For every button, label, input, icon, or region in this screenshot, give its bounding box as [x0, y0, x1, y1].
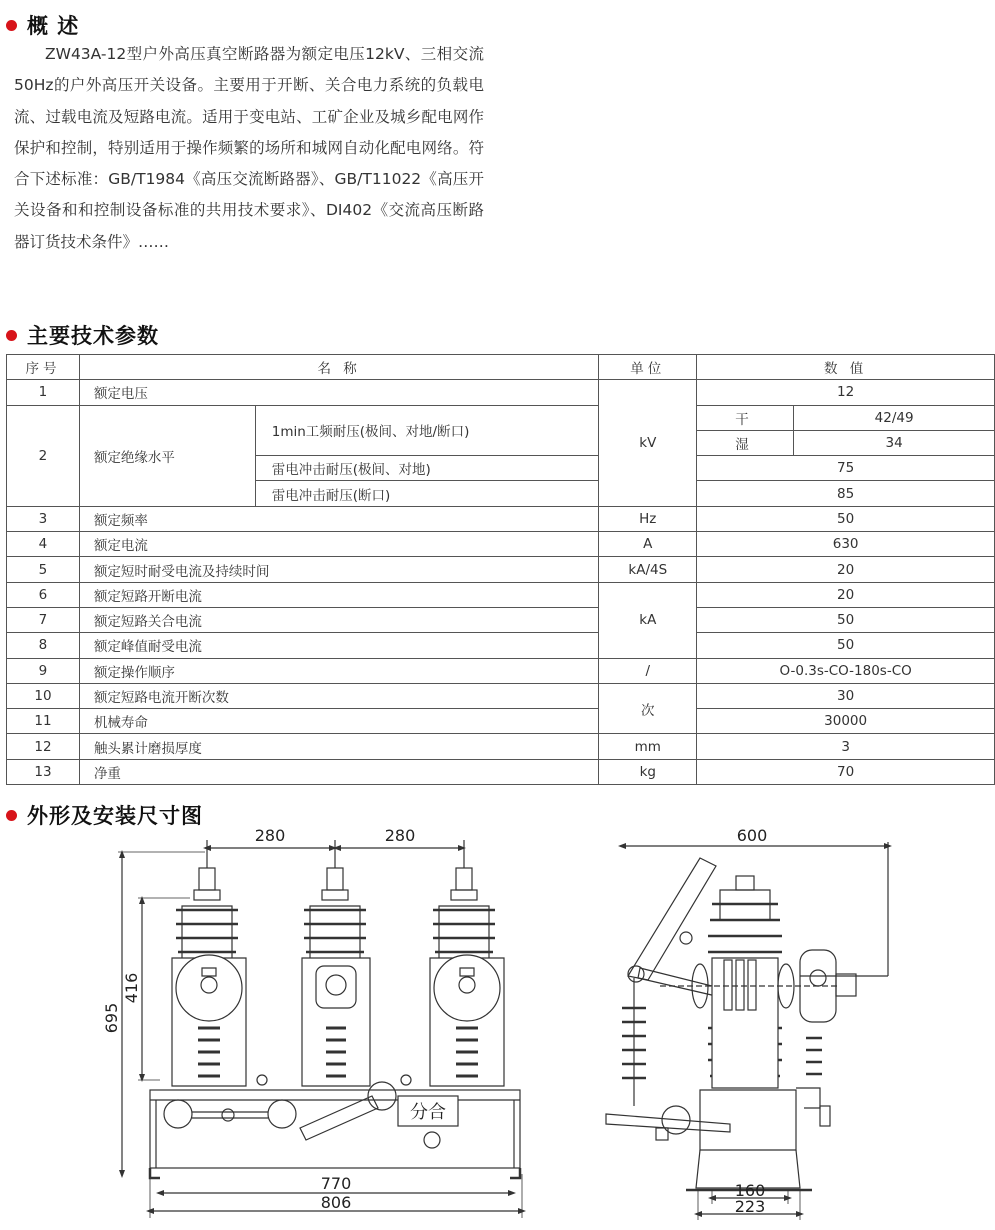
row-unit: 次	[599, 683, 697, 734]
row-no: 7	[7, 607, 80, 632]
pole-middle	[302, 868, 370, 1086]
row-no: 8	[7, 633, 80, 658]
table-row	[7, 734, 995, 759]
table-row	[7, 759, 995, 784]
row-name: 触头累计磨损厚度	[79, 734, 598, 759]
dim-side-base-outer: 223	[734, 1197, 766, 1216]
row-name: 额定电压	[79, 380, 598, 405]
section-heading-overview	[6, 10, 79, 40]
row-value: 50	[697, 633, 995, 658]
row-unit: kA/4S	[599, 557, 697, 582]
row-value: 85	[697, 481, 995, 506]
row-no: 1	[7, 380, 80, 405]
dim-front-base-inner: 770	[320, 1174, 352, 1193]
row-name: 额定短路关合电流	[79, 607, 598, 632]
row-unit: A	[599, 532, 697, 557]
row-name: 额定短路电流开断次数	[79, 683, 598, 708]
row-value: O-0.3s-CO-180s-CO	[697, 658, 995, 683]
dim-front-height: 695	[102, 1002, 121, 1034]
row-name: 额定绝缘水平	[79, 405, 255, 506]
row-unit: mm	[599, 734, 697, 759]
front-base	[150, 1075, 520, 1178]
row-value: 30	[697, 683, 995, 708]
section-heading-drawing	[6, 800, 203, 830]
section-title: 外形及安装尺寸图	[27, 804, 203, 828]
row-no: 2	[7, 405, 80, 506]
row-value: 70	[697, 759, 995, 784]
front-view	[118, 840, 522, 1218]
dim-side-base-inner: 160	[734, 1181, 766, 1200]
dim-front-upper: 416	[122, 972, 141, 1004]
intro-text: ZW43A-12型户外高压真空断路器为额定电压12kV、三相交流50Hz的户外高压开关设备。主要用于开断、关合电力系统的负载电流、过载电流及短路电流。适用于变电站、工矿企业及城乡配电网作保护和控制，特别适用于操作频繁的场所和城网自动化配电网络。符合下述标准：GB/T1984《高压交流断路器》、GB/T11022《高压开关设备和和控制设备标准的共用技术要求》、DI402《交流高压断路器订货技术条件》……	[14, 45, 484, 251]
side-view	[606, 842, 888, 1220]
row-name: 额定峰值耐受电流	[79, 633, 598, 658]
row-sublabel: 干	[697, 405, 794, 430]
red-bullet-icon	[6, 20, 17, 31]
row-unit: /	[599, 658, 697, 683]
pole-right	[430, 868, 504, 1086]
table-row	[7, 709, 995, 734]
row-value: 50	[697, 506, 995, 531]
row-name: 净重	[79, 759, 598, 784]
row-no: 13	[7, 759, 80, 784]
row-name: 额定短路开断电流	[79, 582, 598, 607]
row-subname: 雷电冲击耐压(断口)	[255, 481, 599, 506]
section-heading-params	[6, 320, 159, 350]
row-name: 额定操作顺序	[79, 658, 598, 683]
row-subname: 1min工频耐压(极间、对地/断口)	[255, 405, 599, 456]
header-value: 数 值	[697, 355, 995, 380]
row-no: 6	[7, 582, 80, 607]
row-no: 9	[7, 658, 80, 683]
row-no: 10	[7, 683, 80, 708]
row-name: 额定短时耐受电流及持续时间	[79, 557, 598, 582]
table-row	[7, 532, 995, 557]
row-sublabel: 湿	[697, 430, 794, 455]
dim-front-spacing-1: 280	[254, 828, 286, 845]
row-value: 75	[697, 456, 995, 481]
table-row	[7, 557, 995, 582]
row-subname: 雷电冲击耐压(极间、对地)	[255, 456, 599, 481]
section-title: 主要技术参数	[27, 324, 159, 348]
row-no: 12	[7, 734, 80, 759]
row-unit: kV	[599, 380, 697, 506]
row-name: 额定频率	[79, 506, 598, 531]
row-no: 5	[7, 557, 80, 582]
dimension-drawing	[0, 828, 995, 1228]
table-row	[7, 658, 995, 683]
table-row	[7, 633, 995, 658]
dim-side-width: 600	[736, 828, 768, 845]
table-row	[7, 582, 995, 607]
table-row	[7, 405, 995, 430]
red-bullet-icon	[6, 810, 17, 821]
row-unit: Hz	[599, 506, 697, 531]
header-unit: 单位	[599, 355, 697, 380]
header-name: 名 称	[79, 355, 598, 380]
table-header-row	[7, 355, 995, 380]
section-title: 概 述	[27, 14, 80, 38]
dim-front-spacing-2: 280	[384, 828, 416, 845]
dim-front-base-outer: 806	[320, 1193, 352, 1212]
row-value: 12	[697, 380, 995, 405]
row-value: 20	[697, 582, 995, 607]
intro-paragraph	[14, 39, 484, 258]
row-value: 30000	[697, 709, 995, 734]
table-row	[7, 380, 995, 405]
row-value: 34	[794, 430, 995, 455]
table-row	[7, 506, 995, 531]
row-no: 11	[7, 709, 80, 734]
parameters-table	[6, 354, 995, 785]
row-unit: kg	[599, 759, 697, 784]
row-no: 3	[7, 506, 80, 531]
row-value: 50	[697, 607, 995, 632]
pole-left	[172, 868, 246, 1086]
table-row	[7, 607, 995, 632]
row-unit: kA	[599, 582, 697, 658]
header-no: 序号	[7, 355, 80, 380]
table-row	[7, 683, 995, 708]
row-name: 机械寿命	[79, 709, 598, 734]
row-no: 4	[7, 532, 80, 557]
row-value: 630	[697, 532, 995, 557]
mechanism-label: 分合	[410, 1102, 446, 1123]
row-value: 3	[697, 734, 995, 759]
red-bullet-icon	[6, 330, 17, 341]
row-value: 42/49	[794, 405, 995, 430]
row-value: 20	[697, 557, 995, 582]
row-name: 额定电流	[79, 532, 598, 557]
